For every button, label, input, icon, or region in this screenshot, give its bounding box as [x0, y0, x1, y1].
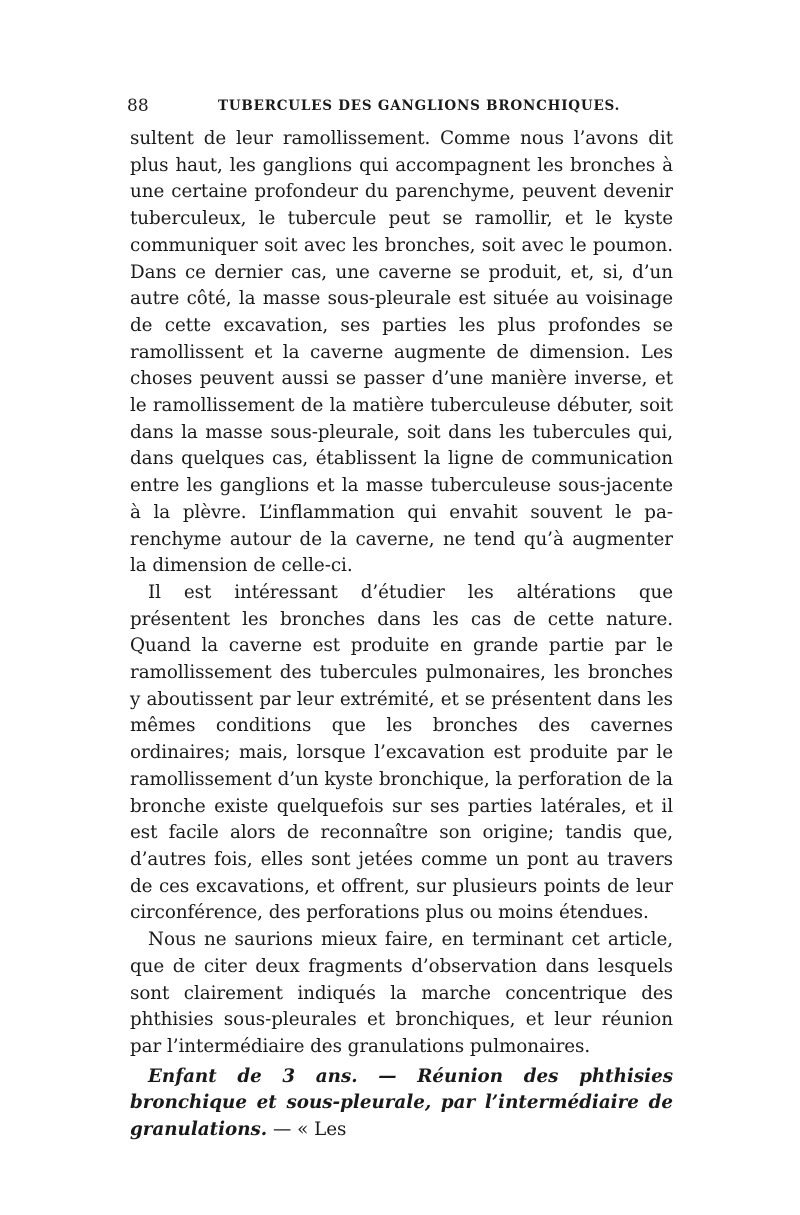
paragraph-2: Il est intéressant d’étudier les altérations que présentent les bronches dans les cas de cette nature. Quand la caverne est produite en grande partie par le ramollissement des tubercules pulmonaires, les bronches y aboutissent par leur extrémité, et se présentent dans les mêmes conditions que les bronches des cavernes ordinaires; mais, lorsque l’excavation est produite par le ramollissement d’un kyste bronchique, la perforation de la bronche existe quelquefois sur ses parties latérales, et il est facile alors de reconnaître son origine; tandis que, d’autres fois, elles sont jetées comme un pont au travers de ces excavations, et offrent, sur plusieurs points de leur circonférence, des perforations plus ou moins étendues.	[130, 581, 673, 924]
case-heading-paragraph	[130, 1064, 673, 1144]
case-heading: Enfant de 3 ans. — Réunion des phthisies bronchique et sous-pleurale, par l’intermédiaire de granulations.	[130, 1065, 673, 1141]
book-page	[127, 96, 673, 1144]
running-head	[127, 96, 673, 120]
paragraph-3: Nous ne saurions mieux faire, en terminant cet article, que de citer deux fragments d’observation dans lesquels sont clairement indiqués la marche concentrique des phthisies sous-pleurales et bronchiques, et leur réunion par l’intermédiaire des granulations pulmonaires.	[130, 929, 673, 1057]
case-text-start: — « Les	[272, 1119, 347, 1141]
paragraph-1: sultent de leur ramollissement. Comme nous l’avons dit plus haut, les ganglions qui accompagnent les bronches à une certaine profondeur du parenchyme, peuvent devenir tuberculeux, le tubercule peut se ramollir, et le kyste communiquer soit avec les bronches, soit avec le poumon. Dans ce dernier cas, une caverne se produit, et, si, d’un autre côté, la masse sous-pleurale est située au voisinage de cette excavation, ses parties les plus profondes se ramollissent et la caverne augmente de dimension. Les choses peuvent aussi se passer d’une manière inverse, et le ramollissement de la matière tuberculeuse débuter, soit dans la masse sous-pleurale, soit dans les tubercules qui, dans quelques cas, établissent la ligne de communication entre les ganglions et la masse tuberculeuse sous-jacente à la plèvre. L’inflammation qui envahit souvent le parenchyme autour de la caverne, ne tend qu’à augmenter la dimension de celle-ci.	[130, 128, 673, 577]
running-title: TUBERCULES DES GANGLIONS BRONCHIQUES.	[218, 98, 621, 114]
page-number: 88	[127, 96, 149, 116]
